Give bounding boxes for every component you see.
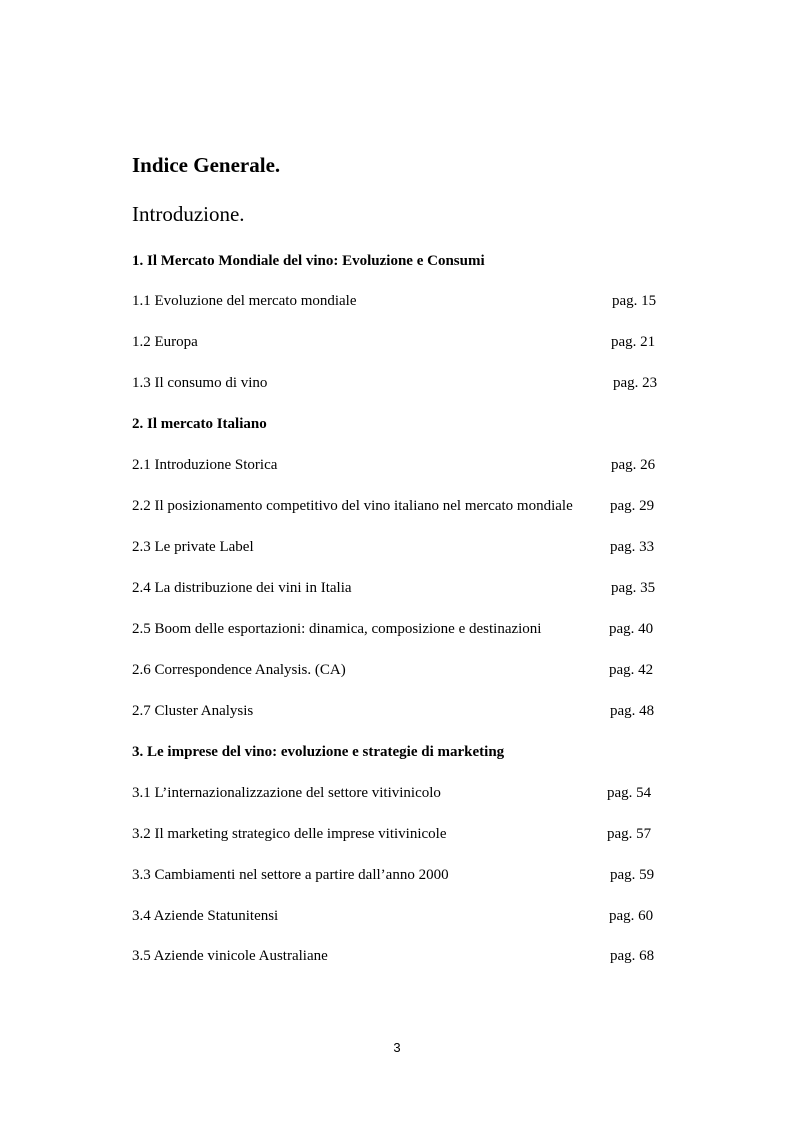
toc-entry-label: 2.5 Boom delle esportazioni: dinamica, composizione e destinazioni xyxy=(132,621,542,637)
toc-entry-label: 2.7 Cluster Analysis xyxy=(132,703,254,719)
toc-entry-label: 1.2 Europa xyxy=(132,334,198,350)
toc-entry-label: 2.3 Le private Label xyxy=(132,539,254,555)
toc-entry-page: pag. 57 xyxy=(607,826,652,842)
toc-entry-page: pag. 21 xyxy=(611,334,656,350)
toc-entry-label: 2.4 La distribuzione dei vini in Italia xyxy=(132,580,352,596)
toc-entry-page: pag. 48 xyxy=(610,703,655,719)
toc-entry-label: 1.1 Evoluzione del mercato mondiale xyxy=(132,293,357,309)
toc-entry-label: 3.5 Aziende vinicole Australiane xyxy=(132,948,328,964)
toc-entry-label: 2.1 Introduzione Storica xyxy=(132,457,278,473)
toc-entry-page: pag. 35 xyxy=(611,580,656,596)
toc-entry-page: pag. 29 xyxy=(610,498,655,514)
toc-entry-label: 1.3 Il consumo di vino xyxy=(132,375,268,391)
toc-entry-page: pag. 60 xyxy=(609,908,654,924)
toc-entry-label: 3.3 Cambiamenti nel settore a partire dall’anno 2000 xyxy=(132,867,449,883)
section-heading-3: 3. Le imprese del vino: evoluzione e strategie di marketing xyxy=(132,744,505,760)
toc-entry-page: pag. 42 xyxy=(609,662,654,678)
toc-entry-label: 3.2 Il marketing strategico delle imprese vitivinicole xyxy=(132,826,447,842)
toc-entry-page: pag. 15 xyxy=(612,293,657,309)
toc-entry-page: pag. 54 xyxy=(607,785,652,801)
toc-entry-label: 2.2 Il posizionamento competitivo del vino italiano nel mercato mondiale xyxy=(132,498,573,514)
section-heading-1: 1. Il Mercato Mondiale del vino: Evoluzione e Consumi xyxy=(132,253,485,269)
section-heading-2: 2. Il mercato Italiano xyxy=(132,416,267,432)
page-number: 3 xyxy=(393,1040,401,1055)
toc-entry-label: 3.4 Aziende Statunitensi xyxy=(132,908,279,924)
toc-entry-page: pag. 40 xyxy=(609,621,654,637)
toc-entry-page: pag. 33 xyxy=(610,539,655,555)
toc-entry-label: 3.1 L’internazionalizzazione del settore vitivinicolo xyxy=(132,785,441,801)
toc-entry-page: pag. 59 xyxy=(610,867,655,883)
toc-entry-page: pag. 68 xyxy=(610,948,655,964)
page-title: Indice Generale. xyxy=(132,153,281,177)
toc-entry-page: pag. 23 xyxy=(613,375,658,391)
introduction-heading: Introduzione. xyxy=(132,202,245,226)
toc-entry-page: pag. 26 xyxy=(611,457,656,473)
toc-entry-label: 2.6 Correspondence Analysis. (CA) xyxy=(132,662,346,678)
